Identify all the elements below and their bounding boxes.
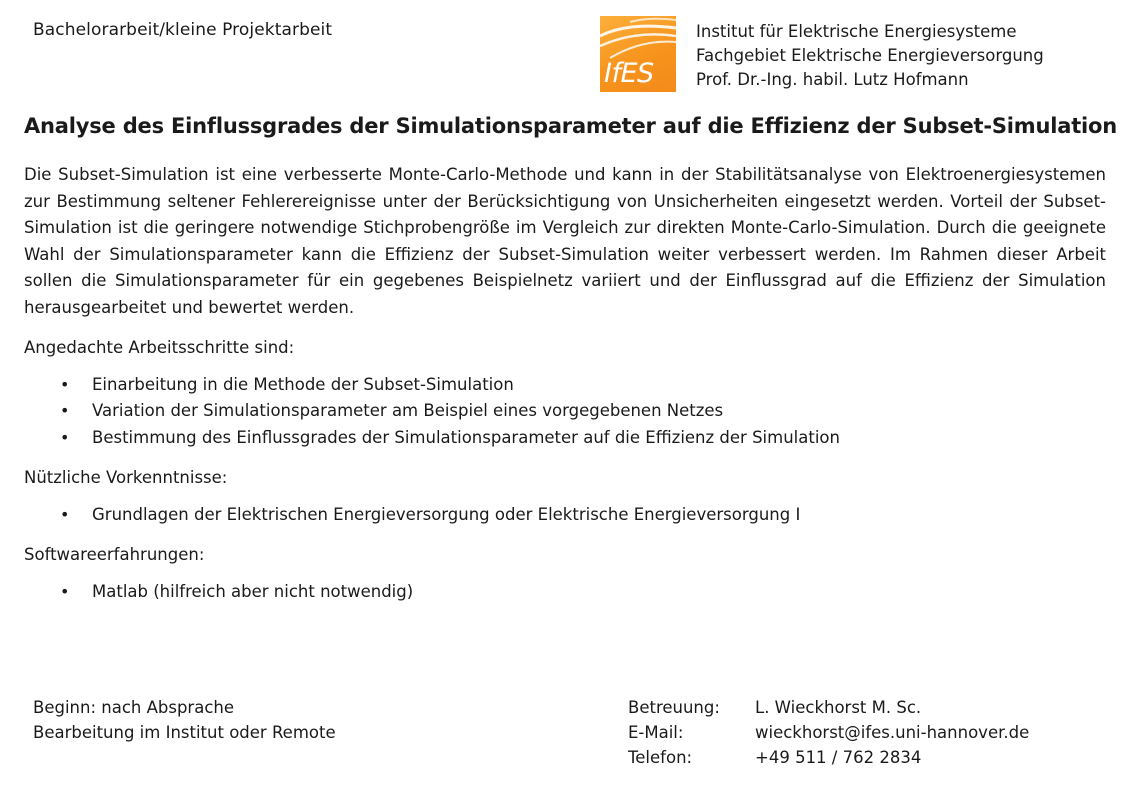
- list-item: • Variation der Simulationsparameter am Beispiel eines vorgegebenen Netzes: [24, 398, 1106, 425]
- software-heading: Softwareerfahrungen:: [24, 545, 205, 564]
- bullet-icon: •: [60, 504, 70, 524]
- phone-row: [628, 745, 1029, 770]
- list-item: • Bestimmung des Einflussgrades der Simulationsparameter auf die Effizienz der Simulation: [24, 425, 1106, 452]
- logo-text: IfES: [604, 58, 654, 89]
- email-label: E-Mail:: [628, 723, 684, 742]
- footer-schedule: [33, 695, 336, 745]
- supervisor-row: [628, 695, 1029, 720]
- footer-contact: [628, 695, 1029, 770]
- email-row: [628, 720, 1029, 745]
- bullet-icon: •: [60, 374, 70, 394]
- supervisor-value: L. Wieckhorst M. Sc.: [755, 698, 922, 717]
- prior-knowledge-heading: Nützliche Vorkenntnisse:: [24, 468, 228, 487]
- bullet-icon: •: [60, 427, 70, 447]
- thesis-title: Analyse des Einflussgrades der Simulationsparameter auf die Effizienz der Subset-Simulation: [24, 114, 1118, 138]
- bullet-icon: •: [60, 581, 70, 601]
- professor-name: Prof. Dr.-Ing. habil. Lutz Hofmann: [696, 70, 969, 89]
- list-item: • Grundlagen der Elektrischen Energieversorgung oder Elektrische Energieversorgung I: [24, 502, 1106, 529]
- institute-info: [696, 20, 1044, 92]
- work-steps-heading: Angedachte Arbeitsschritte sind:: [24, 338, 295, 357]
- location-info: Bearbeitung im Institut oder Remote: [33, 723, 336, 742]
- start-info: Beginn: nach Absprache: [33, 698, 234, 717]
- main-content: [24, 162, 1106, 619]
- list-item: • Einarbeitung in die Methode der Subset-Simulation: [24, 372, 1106, 399]
- department-name: Fachgebiet Elektrische Energieversorgung: [696, 46, 1044, 65]
- bullet-icon: •: [60, 401, 70, 420]
- work-steps-list: [24, 372, 1106, 452]
- document-type-label: Bachelorarbeit/kleine Projektarbeit: [33, 20, 333, 40]
- software-list: [24, 579, 1106, 606]
- ifes-logo: [600, 16, 676, 92]
- phone-label: Telefon:: [628, 748, 693, 767]
- intro-paragraph: Die Subset-Simulation ist eine verbesserte Monte-Carlo-Methode und kann in der Stabilitätsanalyse von Elektroenergiesystemen zur Bestimmung seltener Fehlerereignisse unter der Berücksichtigung von Unsicherheiten eingesetzt werden. Vorteil der Subset-Simulation ist die geringere notwendige Stichprobengröße im Vergleich zur direkten Monte-Carlo-Simulation. Durch die geeignete Wahl der Simulationsparameter kann die Effizienz der Subset-Simulation weiter verbessert werden. Im Rahmen dieser Arbeit sollen die Simulationsparameter für ein gegebenes Beispielnetz variiert und der Einflussgrad auf die Effizienz der Simulation herausgearbeitet und bewertet werden.: [24, 165, 1106, 317]
- phone-value[interactable]: +49 511 / 762 2834: [755, 748, 922, 767]
- supervisor-label: Betreuung:: [628, 698, 720, 717]
- prior-knowledge-list: [24, 502, 1106, 529]
- email-value[interactable]: wieckhorst@ifes.uni-hannover.de: [755, 723, 1030, 742]
- list-item: • Matlab (hilfreich aber nicht notwendig): [24, 579, 1106, 606]
- institute-name: Institut für Elektrische Energiesysteme: [696, 22, 1017, 41]
